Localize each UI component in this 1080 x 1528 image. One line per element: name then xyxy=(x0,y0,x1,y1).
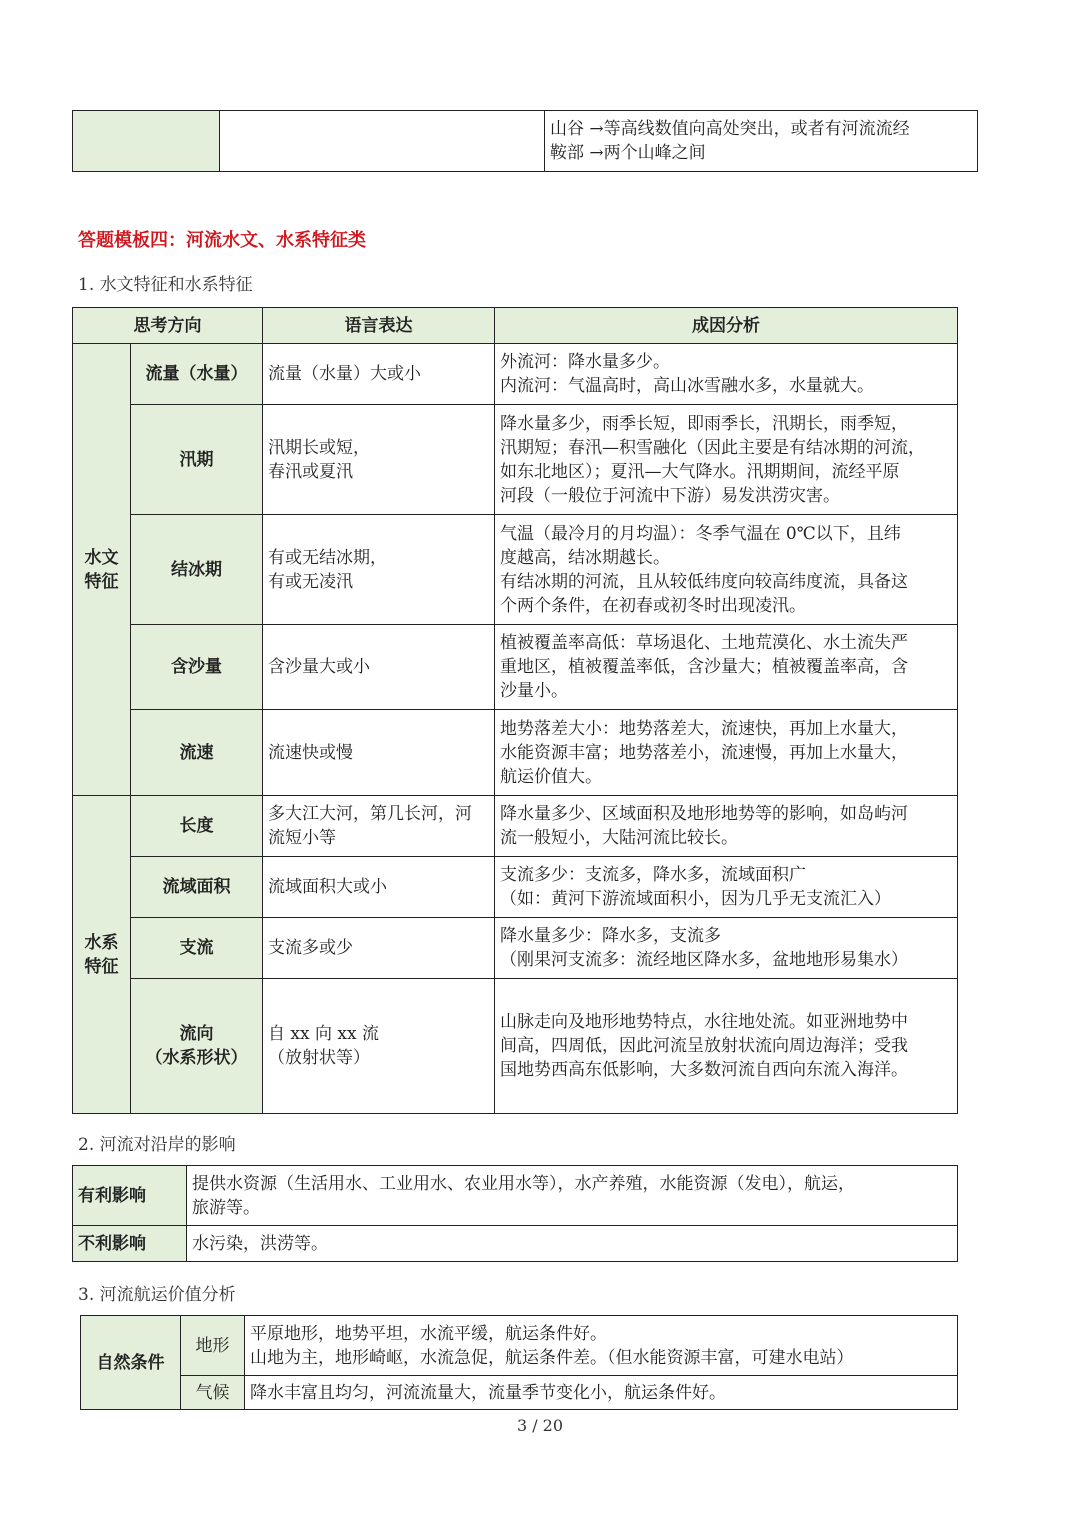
analysis-line: 度越高，结冰期越长。 xyxy=(500,547,670,568)
expression-line: 汛期长或短， xyxy=(268,437,370,458)
table-row xyxy=(81,1316,958,1376)
impact-label: 不利影响 xyxy=(73,1226,187,1262)
page-number: 3 / 20 xyxy=(516,1416,564,1435)
table-row xyxy=(73,979,958,1114)
impact-table xyxy=(72,1165,958,1262)
terrain-label: 地形 xyxy=(181,1316,245,1376)
climate-label: 气候 xyxy=(181,1376,245,1410)
table-row xyxy=(73,344,958,405)
top-continuation-table xyxy=(72,110,978,172)
expression-line: 有或无凌汛 xyxy=(268,571,353,592)
group-system-label: 水系 特征 xyxy=(73,796,131,1114)
table-row xyxy=(73,1226,958,1262)
table-row xyxy=(73,625,958,710)
analysis-line: 流一般短小，大陆河流比较长。 xyxy=(500,828,738,848)
analysis-cell xyxy=(495,918,958,979)
analysis-line: 气温（最冷月的月均温）：冬季气温在 0℃以下，且纬 xyxy=(500,523,901,544)
table-header-row xyxy=(73,308,958,344)
analysis-cell xyxy=(495,979,958,1114)
analysis-line: 河段（一般位于河流中下游）易发洪涝灾害。 xyxy=(500,485,840,506)
header-expression: 语言表达 xyxy=(263,308,495,344)
header-direction: 思考方向 xyxy=(73,308,263,344)
analysis-line: 外流河：降水量多少。 xyxy=(500,352,670,372)
expression-line: 流量（水量）大或小 xyxy=(268,364,421,384)
part2-title: 2. 河流对沿岸的影响 xyxy=(78,1135,236,1155)
expression-line: 支流多或少 xyxy=(268,938,353,958)
valley-line: 山谷 →等高线数值向高处突出，或者有河流流经 xyxy=(550,119,910,139)
expression-line: 含沙量大或小 xyxy=(268,657,370,677)
expression-cell xyxy=(263,405,495,515)
part1-title: 1. 水文特征和水系特征 xyxy=(78,275,253,295)
analysis-line: 水能资源丰富；地势落差小，流速慢，再加上水量大， xyxy=(500,742,908,763)
table-row xyxy=(73,796,958,857)
expression-line: 流域面积大或小 xyxy=(268,877,387,897)
expression-cell xyxy=(263,796,495,857)
section-heading: 答题模板四：河流水文、水系特征类 xyxy=(78,230,366,251)
analysis-cell xyxy=(495,796,958,857)
top-empty-cell xyxy=(220,111,545,172)
impact-text xyxy=(187,1226,958,1262)
analysis-line: 降水量多少，雨季长短，即雨季长，汛期长，雨季短， xyxy=(500,413,908,434)
aspect-cell: 流域面积 xyxy=(131,857,263,918)
top-terrain-cell xyxy=(545,111,978,172)
expression-cell xyxy=(263,515,495,625)
expression-line: 有或无结冰期， xyxy=(268,547,387,568)
impact-label: 有利影响 xyxy=(73,1166,187,1226)
table-row xyxy=(73,710,958,796)
expression-line: （放射状等） xyxy=(268,1048,370,1068)
analysis-line: 间高，四周低，因此河流呈放射状流向周边海洋；受我 xyxy=(500,1036,908,1056)
aspect-cell: 结冰期 xyxy=(131,515,263,625)
aspect-cell: 流量（水量） xyxy=(131,344,263,405)
analysis-line: 航运价值大。 xyxy=(500,766,602,787)
analysis-cell xyxy=(495,857,958,918)
aspect-cell: 汛期 xyxy=(131,405,263,515)
expression-cell xyxy=(263,710,495,796)
table-row xyxy=(73,1166,958,1226)
analysis-line: 如东北地区）；夏汛—大气降水。汛期期间，流经平原 xyxy=(500,461,900,482)
analysis-line: 重地区，植被覆盖率低，含沙量大；植被覆盖率高，含 xyxy=(500,657,908,677)
analysis-line: 沙量小。 xyxy=(500,681,568,701)
expression-cell xyxy=(263,857,495,918)
analysis-line: 汛期短；春汛—积雪融化（因此主要是有结冰期的河流， xyxy=(500,437,925,458)
analysis-line: 降水量多少：降水多，支流多 xyxy=(500,926,721,946)
table-row xyxy=(81,1376,958,1410)
terrain-line: 平原地形，地势平坦，水流平缓，航运条件好。 xyxy=(250,1323,607,1344)
expression-line: 流短小等 xyxy=(268,828,336,848)
analysis-line: 有结冰期的河流，且从较低纬度向较高纬度流，具备这 xyxy=(500,571,908,592)
analysis-line: 地势落差大小：地势落差大，流速快，再加上水量大， xyxy=(500,718,908,739)
impact-line: 水污染，洪涝等。 xyxy=(192,1233,328,1254)
table-row xyxy=(73,857,958,918)
top-green-cell xyxy=(73,111,220,172)
analysis-line: （如：黄河下游流域面积小，因为几乎无支流汇入） xyxy=(500,889,891,909)
impact-line: 提供水资源（生活用水、工业用水、农业用水等），水产养殖，水能资源（发电），航运， xyxy=(192,1173,855,1194)
expression-line: 自 xx 向 xx 流 xyxy=(268,1024,379,1044)
terrain-line: 山地为主，地形崎岖，水流急促，航运条件差。（但水能资源丰富，可建水电站） xyxy=(250,1347,854,1368)
analysis-cell xyxy=(495,405,958,515)
aspect-cell: 支流 xyxy=(131,918,263,979)
analysis-cell xyxy=(495,344,958,405)
aspect-cell: 流速 xyxy=(131,710,263,796)
analysis-cell xyxy=(495,710,958,796)
natural-conditions-label: 自然条件 xyxy=(81,1316,181,1410)
navigation-table xyxy=(80,1315,958,1410)
analysis-cell xyxy=(495,625,958,710)
analysis-cell xyxy=(495,515,958,625)
group-hydro-label: 水文 特征 xyxy=(73,344,131,796)
expression-line: 多大江大河，第几长河，河 xyxy=(268,804,472,824)
table-row xyxy=(73,918,958,979)
expression-cell xyxy=(263,979,495,1114)
expression-line: 春汛或夏汛 xyxy=(268,461,353,482)
expression-line: 流速快或慢 xyxy=(268,742,353,763)
impact-text xyxy=(187,1166,958,1226)
header-analysis: 成因分析 xyxy=(495,308,958,344)
analysis-line: 国地势西高东低影响，大多数河流自西向东流入海洋。 xyxy=(500,1060,908,1080)
table-row xyxy=(73,515,958,625)
impact-line: 旅游等。 xyxy=(192,1197,260,1218)
hydrology-table xyxy=(72,307,958,1114)
aspect-cell: 含沙量 xyxy=(131,625,263,710)
analysis-line: （刚果河支流多：流经地区降水多，盆地地形易集水） xyxy=(500,950,908,970)
analysis-line: 降水量多少、区域面积及地形地势等的影响，如岛屿河 xyxy=(500,804,908,824)
terrain-text xyxy=(245,1316,958,1376)
expression-cell xyxy=(263,918,495,979)
expression-cell xyxy=(263,344,495,405)
climate-text xyxy=(245,1376,958,1410)
expression-cell xyxy=(263,625,495,710)
aspect-cell: 长度 xyxy=(131,796,263,857)
analysis-line: 山脉走向及地形地势特点，水往地处流。如亚洲地势中 xyxy=(500,1012,908,1032)
climate-line: 降水丰富且均匀，河流流量大，流量季节变化小，航运条件好。 xyxy=(250,1382,726,1403)
saddle-line: 鞍部 →两个山峰之间 xyxy=(550,143,706,163)
table-row xyxy=(73,405,958,515)
analysis-line: 支流多少：支流多，降水多，流域面积广 xyxy=(500,865,806,885)
part3-title: 3. 河流航运价值分析 xyxy=(78,1285,236,1305)
aspect-cell: 流向 （水系形状） xyxy=(131,979,263,1114)
analysis-line: 内流河：气温高时，高山冰雪融水多，水量就大。 xyxy=(500,376,874,396)
analysis-line: 植被覆盖率高低：草场退化、土地荒漠化、水土流失严 xyxy=(500,633,908,653)
analysis-line: 个两个条件，在初春或初冬时出现凌汛。 xyxy=(500,595,806,616)
